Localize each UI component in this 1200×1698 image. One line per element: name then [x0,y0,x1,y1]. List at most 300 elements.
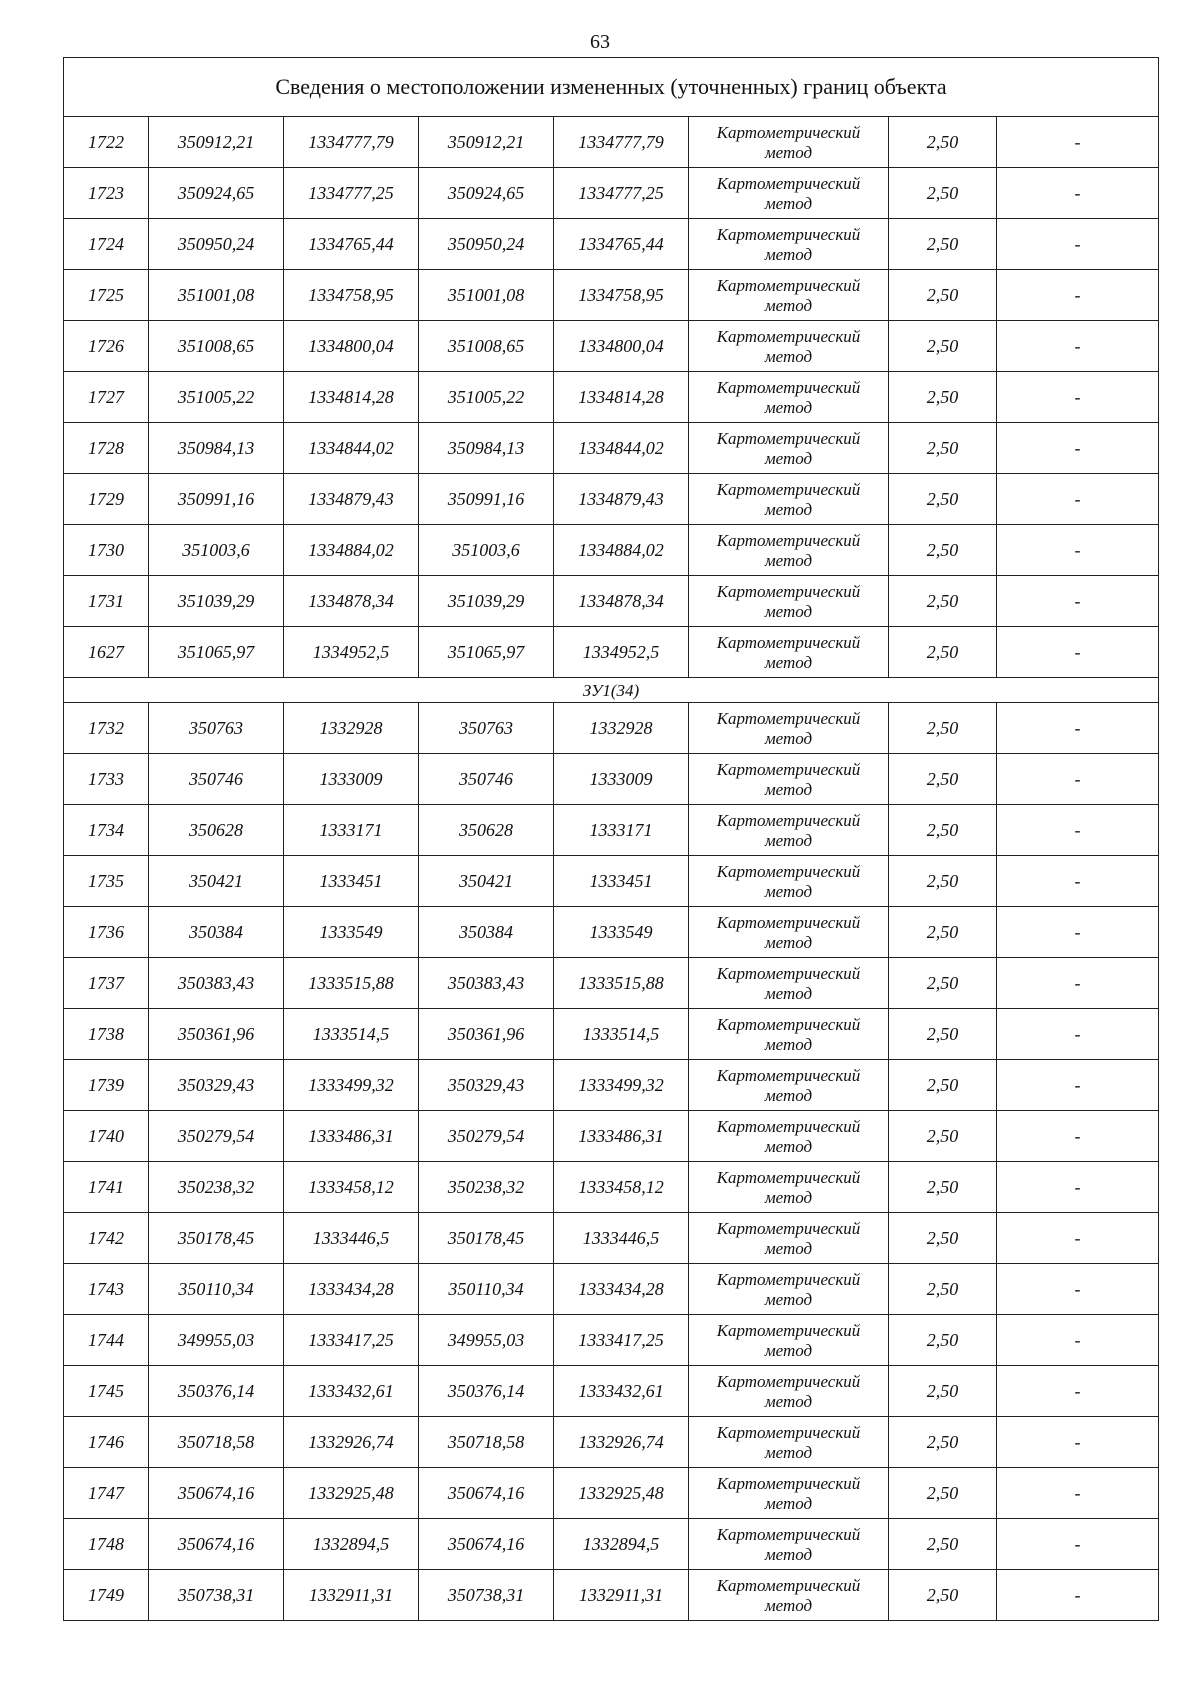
point-number-cell: 1729 [64,474,149,525]
y-new-cell: 1334878,34 [554,576,689,627]
x-new-cell: 350178,45 [419,1213,554,1264]
x-existing-cell: 350110,34 [149,1264,284,1315]
x-new-cell: 351003,6 [419,525,554,576]
section-label: ЗУ1(34) [64,678,1159,703]
method-line-2: метод [764,830,813,850]
method-cell [689,525,889,576]
y-new-cell: 1332925,48 [554,1468,689,1519]
point-number-cell: 1738 [64,1009,149,1060]
x-existing-cell: 351065,97 [149,627,284,678]
method-line-1: Картометрический [716,1423,861,1443]
method-line-1: Картометрический [716,1066,861,1086]
method-line-2: метод [764,193,813,213]
method-cell [689,754,889,805]
x-existing-cell: 350421 [149,856,284,907]
method-cell [689,1213,889,1264]
x-new-cell: 351065,97 [419,627,554,678]
accuracy-cell: 2,50 [889,856,997,907]
accuracy-cell: 2,50 [889,1213,997,1264]
method-line-2: метод [764,550,813,570]
point-number-cell: 1725 [64,270,149,321]
x-existing-cell: 350912,21 [149,117,284,168]
method-cell [689,1417,889,1468]
method-line-1: Картометрический [716,811,861,831]
accuracy-cell: 2,50 [889,1570,997,1621]
table-row [64,1009,1159,1060]
x-new-cell: 350746 [419,754,554,805]
y-new-cell: 1333514,5 [554,1009,689,1060]
y-new-cell: 1333171 [554,805,689,856]
method-cell [689,372,889,423]
method-line-2: метод [764,1187,813,1207]
x-existing-cell: 351001,08 [149,270,284,321]
method-line-1: Картометрический [716,1372,861,1392]
point-number-cell: 1722 [64,117,149,168]
method-line-2: метод [764,1544,813,1564]
x-new-cell: 350674,16 [419,1468,554,1519]
accuracy-cell: 2,50 [889,525,997,576]
point-number-cell: 1730 [64,525,149,576]
description-cell: - [997,1417,1159,1468]
y-existing-cell: 1333458,12 [284,1162,419,1213]
x-new-cell: 350991,16 [419,474,554,525]
y-new-cell: 1334777,79 [554,117,689,168]
method-cell [689,219,889,270]
table-row [64,754,1159,805]
x-existing-cell: 350950,24 [149,219,284,270]
x-existing-cell: 350361,96 [149,1009,284,1060]
table-row [64,958,1159,1009]
y-existing-cell: 1333446,5 [284,1213,419,1264]
description-cell: - [997,168,1159,219]
y-existing-cell: 1332928 [284,703,419,754]
point-number-cell: 1724 [64,219,149,270]
x-new-cell: 351001,08 [419,270,554,321]
description-cell: - [997,805,1159,856]
method-cell [689,856,889,907]
point-number-cell: 1747 [64,1468,149,1519]
table-row [64,270,1159,321]
accuracy-cell: 2,50 [889,627,997,678]
point-number-cell: 1742 [64,1213,149,1264]
y-existing-cell: 1334758,95 [284,270,419,321]
y-existing-cell: 1334777,25 [284,168,419,219]
accuracy-cell: 2,50 [889,958,997,1009]
method-cell [689,321,889,372]
method-line-1: Картометрический [716,1219,861,1239]
method-cell [689,1366,889,1417]
y-new-cell: 1333432,61 [554,1366,689,1417]
accuracy-cell: 2,50 [889,219,997,270]
y-new-cell: 1332926,74 [554,1417,689,1468]
method-line-1: Картометрический [716,429,861,449]
y-existing-cell: 1332925,48 [284,1468,419,1519]
method-line-2: метод [764,1289,813,1309]
y-existing-cell: 1333434,28 [284,1264,419,1315]
x-existing-cell: 350991,16 [149,474,284,525]
method-line-1: Картометрический [716,862,861,882]
accuracy-cell: 2,50 [889,1162,997,1213]
point-number-cell: 1736 [64,907,149,958]
method-line-2: метод [764,1340,813,1360]
y-existing-cell: 1334765,44 [284,219,419,270]
point-number-cell: 1727 [64,372,149,423]
x-new-cell: 351008,65 [419,321,554,372]
accuracy-cell: 2,50 [889,1366,997,1417]
x-existing-cell: 350924,65 [149,168,284,219]
description-cell: - [997,1366,1159,1417]
method-cell [689,1060,889,1111]
method-line-2: метод [764,448,813,468]
description-cell: - [997,219,1159,270]
description-cell: - [997,907,1159,958]
method-cell [689,1570,889,1621]
method-line-1: Картометрический [716,1168,861,1188]
table-row [64,1366,1159,1417]
method-cell [689,1468,889,1519]
table-row [64,117,1159,168]
method-cell [689,270,889,321]
method-line-2: метод [764,728,813,748]
y-new-cell: 1333549 [554,907,689,958]
method-line-2: метод [764,652,813,672]
description-cell: - [997,1213,1159,1264]
table-row [64,1213,1159,1264]
table-row [64,1060,1159,1111]
table-row [64,627,1159,678]
y-existing-cell: 1333417,25 [284,1315,419,1366]
method-line-1: Картометрический [716,760,861,780]
method-line-1: Картометрический [716,913,861,933]
accuracy-cell: 2,50 [889,703,997,754]
method-line-1: Картометрический [716,1576,861,1596]
point-number-cell: 1743 [64,1264,149,1315]
y-new-cell: 1333446,5 [554,1213,689,1264]
y-new-cell: 1333515,88 [554,958,689,1009]
point-number-cell: 1723 [64,168,149,219]
y-existing-cell: 1334800,04 [284,321,419,372]
method-cell [689,907,889,958]
method-line-2: метод [764,244,813,264]
y-existing-cell: 1333549 [284,907,419,958]
description-cell: - [997,958,1159,1009]
y-new-cell: 1334800,04 [554,321,689,372]
x-new-cell: 351039,29 [419,576,554,627]
method-line-1: Картометрический [716,964,861,984]
table-row [64,1570,1159,1621]
point-number-cell: 1740 [64,1111,149,1162]
method-cell [689,576,889,627]
description-cell: - [997,1060,1159,1111]
table-row [64,474,1159,525]
boundary-coordinates-table [63,57,1159,1621]
x-new-cell: 350718,58 [419,1417,554,1468]
x-existing-cell: 350329,43 [149,1060,284,1111]
x-existing-cell: 350763 [149,703,284,754]
point-number-cell: 1744 [64,1315,149,1366]
table-title-row [64,58,1159,117]
x-new-cell: 350738,31 [419,1570,554,1621]
method-line-2: метод [764,499,813,519]
method-line-1: Картометрический [716,1474,861,1494]
method-line-1: Картометрический [716,582,861,602]
accuracy-cell: 2,50 [889,1009,997,1060]
y-existing-cell: 1333499,32 [284,1060,419,1111]
table-row [64,1111,1159,1162]
y-new-cell: 1334814,28 [554,372,689,423]
method-line-1: Картометрический [716,1321,861,1341]
x-existing-cell: 350718,58 [149,1417,284,1468]
y-new-cell: 1333417,25 [554,1315,689,1366]
description-cell: - [997,627,1159,678]
accuracy-cell: 2,50 [889,321,997,372]
table-row [64,576,1159,627]
description-cell: - [997,1315,1159,1366]
table-row [64,321,1159,372]
y-new-cell: 1333009 [554,754,689,805]
x-new-cell: 350279,54 [419,1111,554,1162]
method-cell [689,1111,889,1162]
method-line-1: Картометрический [716,1525,861,1545]
point-number-cell: 1731 [64,576,149,627]
point-number-cell: 1734 [64,805,149,856]
method-line-2: метод [764,983,813,1003]
y-existing-cell: 1334878,34 [284,576,419,627]
description-cell: - [997,1468,1159,1519]
point-number-cell: 1741 [64,1162,149,1213]
method-line-2: метод [764,346,813,366]
method-cell [689,805,889,856]
accuracy-cell: 2,50 [889,1315,997,1366]
x-new-cell: 350361,96 [419,1009,554,1060]
method-line-1: Картометрический [716,480,861,500]
y-existing-cell: 1333514,5 [284,1009,419,1060]
x-existing-cell: 351005,22 [149,372,284,423]
x-existing-cell: 350384 [149,907,284,958]
x-new-cell: 350950,24 [419,219,554,270]
point-number-cell: 1737 [64,958,149,1009]
accuracy-cell: 2,50 [889,1111,997,1162]
method-line-1: Картометрический [716,123,861,143]
method-cell [689,1264,889,1315]
point-number-cell: 1728 [64,423,149,474]
point-number-cell: 1749 [64,1570,149,1621]
y-new-cell: 1334884,02 [554,525,689,576]
method-line-2: метод [764,1493,813,1513]
method-cell [689,958,889,1009]
method-line-2: метод [764,1085,813,1105]
x-new-cell: 350912,21 [419,117,554,168]
description-cell: - [997,1264,1159,1315]
x-existing-cell: 350628 [149,805,284,856]
point-number-cell: 1739 [64,1060,149,1111]
description-cell: - [997,856,1159,907]
accuracy-cell: 2,50 [889,576,997,627]
point-number-cell: 1745 [64,1366,149,1417]
x-existing-cell: 350178,45 [149,1213,284,1264]
method-line-2: метод [764,1391,813,1411]
point-number-cell: 1735 [64,856,149,907]
method-line-1: Картометрический [716,1270,861,1290]
method-line-2: метод [764,142,813,162]
x-new-cell: 351005,22 [419,372,554,423]
description-cell: - [997,703,1159,754]
accuracy-cell: 2,50 [889,168,997,219]
method-line-2: метод [764,1442,813,1462]
y-new-cell: 1333499,32 [554,1060,689,1111]
y-existing-cell: 1333515,88 [284,958,419,1009]
x-new-cell: 350383,43 [419,958,554,1009]
x-existing-cell: 350674,16 [149,1519,284,1570]
x-existing-cell: 350383,43 [149,958,284,1009]
method-line-2: метод [764,601,813,621]
method-line-2: метод [764,295,813,315]
x-new-cell: 350329,43 [419,1060,554,1111]
x-existing-cell: 350238,32 [149,1162,284,1213]
x-existing-cell: 350746 [149,754,284,805]
method-line-1: Картометрический [716,174,861,194]
method-line-2: метод [764,1595,813,1615]
x-existing-cell: 351008,65 [149,321,284,372]
description-cell: - [997,576,1159,627]
description-cell: - [997,1009,1159,1060]
accuracy-cell: 2,50 [889,474,997,525]
table-row [64,1162,1159,1213]
table-row [64,1264,1159,1315]
y-existing-cell: 1333009 [284,754,419,805]
description-cell: - [997,1570,1159,1621]
description-cell: - [997,1162,1159,1213]
method-line-2: метод [764,1034,813,1054]
table-row [64,805,1159,856]
method-cell [689,703,889,754]
y-new-cell: 1332928 [554,703,689,754]
x-existing-cell: 349955,03 [149,1315,284,1366]
description-cell: - [997,525,1159,576]
y-existing-cell: 1333171 [284,805,419,856]
x-new-cell: 350376,14 [419,1366,554,1417]
x-existing-cell: 350984,13 [149,423,284,474]
y-new-cell: 1333434,28 [554,1264,689,1315]
method-line-1: Картометрический [716,378,861,398]
description-cell: - [997,117,1159,168]
method-cell [689,1162,889,1213]
table-row [64,372,1159,423]
x-new-cell: 350110,34 [419,1264,554,1315]
description-cell: - [997,754,1159,805]
y-existing-cell: 1333432,61 [284,1366,419,1417]
y-new-cell: 1332894,5 [554,1519,689,1570]
x-existing-cell: 351003,6 [149,525,284,576]
accuracy-cell: 2,50 [889,372,997,423]
y-new-cell: 1334758,95 [554,270,689,321]
method-cell [689,474,889,525]
y-existing-cell: 1334844,02 [284,423,419,474]
method-line-2: метод [764,779,813,799]
method-line-1: Картометрический [716,225,861,245]
method-cell [689,1519,889,1570]
y-new-cell: 1334765,44 [554,219,689,270]
y-existing-cell: 1334884,02 [284,525,419,576]
accuracy-cell: 2,50 [889,754,997,805]
y-existing-cell: 1332911,31 [284,1570,419,1621]
x-new-cell: 350628 [419,805,554,856]
y-existing-cell: 1334777,79 [284,117,419,168]
y-existing-cell: 1334879,43 [284,474,419,525]
table-row [64,525,1159,576]
y-new-cell: 1334844,02 [554,423,689,474]
x-existing-cell: 351039,29 [149,576,284,627]
x-new-cell: 350924,65 [419,168,554,219]
table-row [64,168,1159,219]
table-row [64,423,1159,474]
x-new-cell: 350763 [419,703,554,754]
table-row [64,1417,1159,1468]
table-row [64,219,1159,270]
method-cell [689,117,889,168]
method-line-2: метод [764,881,813,901]
method-cell [689,1315,889,1366]
y-new-cell: 1334879,43 [554,474,689,525]
x-existing-cell: 350738,31 [149,1570,284,1621]
table-row [64,1315,1159,1366]
y-existing-cell: 1334814,28 [284,372,419,423]
x-new-cell: 350238,32 [419,1162,554,1213]
y-new-cell: 1333458,12 [554,1162,689,1213]
accuracy-cell: 2,50 [889,1060,997,1111]
accuracy-cell: 2,50 [889,1468,997,1519]
table-row [64,1519,1159,1570]
description-cell: - [997,372,1159,423]
x-new-cell: 350984,13 [419,423,554,474]
table-title: Сведения о местоположении измененных (уточненных) границ объекта [64,58,1159,117]
x-new-cell: 350421 [419,856,554,907]
method-line-2: метод [764,1238,813,1258]
y-new-cell: 1332911,31 [554,1570,689,1621]
accuracy-cell: 2,50 [889,270,997,321]
accuracy-cell: 2,50 [889,1519,997,1570]
point-number-cell: 1746 [64,1417,149,1468]
description-cell: - [997,423,1159,474]
method-line-1: Картометрический [716,709,861,729]
method-cell [689,423,889,474]
description-cell: - [997,1111,1159,1162]
point-number-cell: 1733 [64,754,149,805]
accuracy-cell: 2,50 [889,907,997,958]
accuracy-cell: 2,50 [889,805,997,856]
y-existing-cell: 1332926,74 [284,1417,419,1468]
description-cell: - [997,474,1159,525]
method-cell [689,1009,889,1060]
method-line-1: Картометрический [716,633,861,653]
table-row [64,703,1159,754]
section-header-row [64,678,1159,703]
accuracy-cell: 2,50 [889,1264,997,1315]
method-line-1: Картометрический [716,1117,861,1137]
table-row [64,907,1159,958]
point-number-cell: 1732 [64,703,149,754]
method-line-1: Картометрический [716,276,861,296]
y-existing-cell: 1332894,5 [284,1519,419,1570]
page-number: 63 [590,31,610,53]
point-number-cell: 1627 [64,627,149,678]
description-cell: - [997,321,1159,372]
x-existing-cell: 350279,54 [149,1111,284,1162]
table-row [64,1468,1159,1519]
x-existing-cell: 350376,14 [149,1366,284,1417]
x-new-cell: 350384 [419,907,554,958]
method-line-1: Картометрический [716,1015,861,1035]
